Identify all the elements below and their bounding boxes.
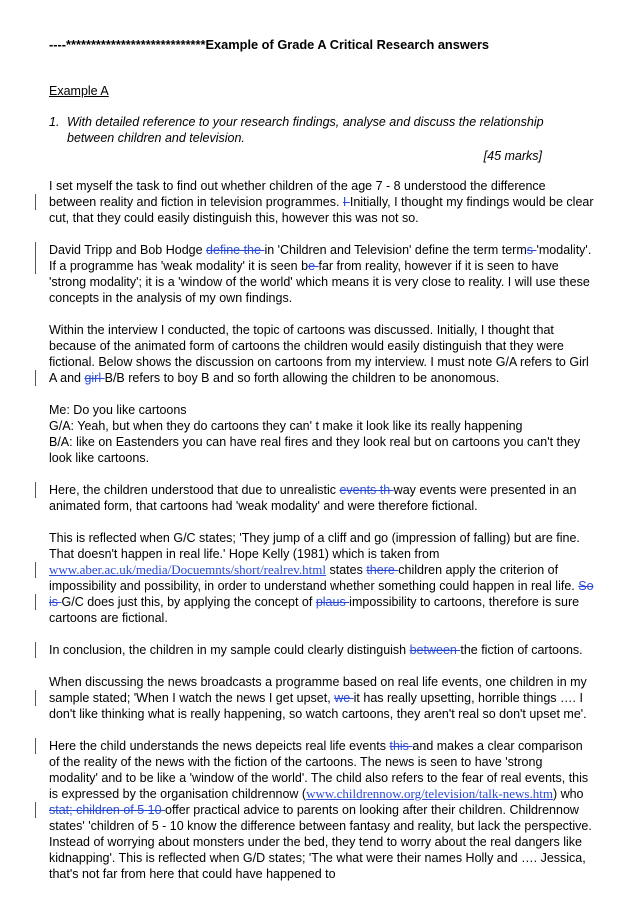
- text-run: When discussing the news broadcasts a programme based on real life events, one children in my sample stated; 'When I watch the news I get upset,: [49, 675, 587, 705]
- text-run: In conclusion, the children in my sample could clearly distinguish: [49, 643, 410, 657]
- text-run: impossibility to cartoons, therefore is sure cartoons are fictional.: [49, 595, 580, 625]
- text-run: and makes a clear comparison of the reality of the news with the fiction of the cartoons. The news is seen to have 'strong modality' and to be like a 'window of the world'. The child also refers to the fear of real events, this is expressed by the organisation childrennow (: [49, 739, 589, 801]
- deleted-text: between: [409, 643, 461, 657]
- text-run: the fiction of cartoons.: [460, 643, 583, 657]
- deleted-text: plaus: [315, 595, 350, 609]
- text-run: 'modality'. If a programme has 'weak modality' it is seen b: [49, 243, 592, 273]
- change-bar: [35, 370, 36, 386]
- change-bar: [35, 562, 36, 578]
- text-run: G/C does just this, by applying the concept of: [61, 595, 316, 609]
- deleted-text: there: [366, 563, 399, 577]
- document-page: [49, 37, 594, 898]
- change-bar: [35, 194, 36, 210]
- paragraph-1: [49, 178, 594, 226]
- document-title: ----****************************Example of Grade A Critical Research answers: [49, 37, 490, 52]
- text-run: This is reflected when G/C states; 'They jump of a cliff and go (impression of falling) but are fine. That doesn't happen in real life.' Hope Kelly (1981) which is taken from: [49, 531, 580, 561]
- question-number: 1.: [49, 115, 60, 129]
- text-run: David Tripp and Bob Hodge: [49, 243, 207, 257]
- deleted-text: stat; children of 5 10: [49, 803, 166, 817]
- text-run: Here, the children understood that due to unrealistic: [49, 483, 340, 497]
- question-marks: [45 marks]: [483, 149, 542, 163]
- reference-link[interactable]: www.childrennow.org/television/talk-news.htm: [306, 786, 553, 801]
- deleted-text: this: [389, 739, 413, 753]
- text-run: B/B refers to boy B and so forth allowing the children to be anonomous.: [104, 371, 500, 385]
- change-bar: [35, 690, 36, 706]
- change-bar: [35, 594, 36, 610]
- text-run: I set myself the task to find out whether children of the age 7 - 8 understood the difference between reality and fiction in television programmes.: [49, 179, 546, 209]
- paragraph-2: [49, 242, 594, 306]
- text-run: Here the child understands the news depeicts real life events: [49, 739, 390, 753]
- deleted-text: we: [334, 691, 354, 705]
- text-run: children apply the criterion of impossibility and possibility, in order to understand whether something could happen in real life.: [49, 563, 579, 593]
- paragraph-3: [49, 322, 594, 386]
- text-run: it has really upsetting, horrible things …. I don't like thinking what is really happening, so watch cartoons, they aren't real so don't upset me'.: [49, 691, 587, 721]
- text-run: in 'Children and Television' define the term term: [264, 243, 527, 257]
- text-run: way events were presented in an animated form, that cartoons had 'weak modality' and were therefore fictional.: [49, 483, 577, 513]
- text-run: far from reality, however if it is seen to have 'strong modality'; it is a 'window of the world' which means it is very close to reality. I will use these concepts in the analysis of my own findings.: [49, 259, 590, 305]
- paragraph-5: [49, 530, 594, 626]
- change-bar: [35, 642, 36, 658]
- interview-dialogue: [49, 402, 594, 466]
- text-run: ) who: [552, 787, 584, 801]
- paragraph-7: [49, 674, 594, 722]
- paragraph-4: [49, 482, 594, 514]
- dialogue-line: Me: Do you like cartoons: [49, 403, 187, 417]
- text-run: Within the interview I conducted, the topic of cartoons was discussed. Initially, I thought that because of the animated form of cartoons the children would easily distinguish that they were fictional. Below shows the discussion on cartoons from my interview. I must note G/A refers to Girl A and: [49, 323, 589, 385]
- change-bar: [35, 738, 36, 754]
- paragraph-6: [49, 642, 594, 658]
- change-bar: [35, 482, 36, 498]
- question: [49, 114, 594, 146]
- deleted-text: I: [342, 195, 350, 209]
- text-run: states: [326, 563, 367, 577]
- change-bar: [35, 802, 36, 818]
- deleted-text: events th: [339, 483, 394, 497]
- paragraph-8: [49, 738, 594, 882]
- question-text: With detailed reference to your research findings, analyse and discuss the relationship between children and television.: [67, 115, 544, 145]
- deleted-text: define the: [206, 243, 265, 257]
- deleted-text: e: [308, 259, 319, 273]
- text-run: Initially, I thought my findings would be clear cut, that they could easily distinguish this, however this was not so.: [49, 195, 594, 225]
- deleted-text: s: [526, 243, 537, 257]
- change-bar: [35, 242, 36, 274]
- dialogue-line: G/A: Yeah, but when they do cartoons they can' t make it look like its really happening: [49, 419, 523, 433]
- reference-link[interactable]: www.aber.ac.uk/media/Docuemnts/short/realrev.html: [49, 562, 327, 577]
- dialogue-line: B/A: like on Eastenders you can have real fires and they look real but on cartoons you can't they look like cartoons.: [49, 435, 581, 465]
- deleted-text: girl: [84, 371, 105, 385]
- text-run: offer practical advice to parents on looking after their children. Childrennow states' 'children of 5 - 10 know the difference between fantasy and reality, but lack the perspective. Instead of worrying about monsters under the bed, they tend to worry about the real dangers like kidnapping'. This is reflected when G/D states; 'The what were their names Holly and …. Jessica, that's not far from here that could have happened to: [49, 803, 592, 881]
- section-heading: Example A: [49, 84, 109, 98]
- deleted-text: So is: [49, 579, 594, 609]
